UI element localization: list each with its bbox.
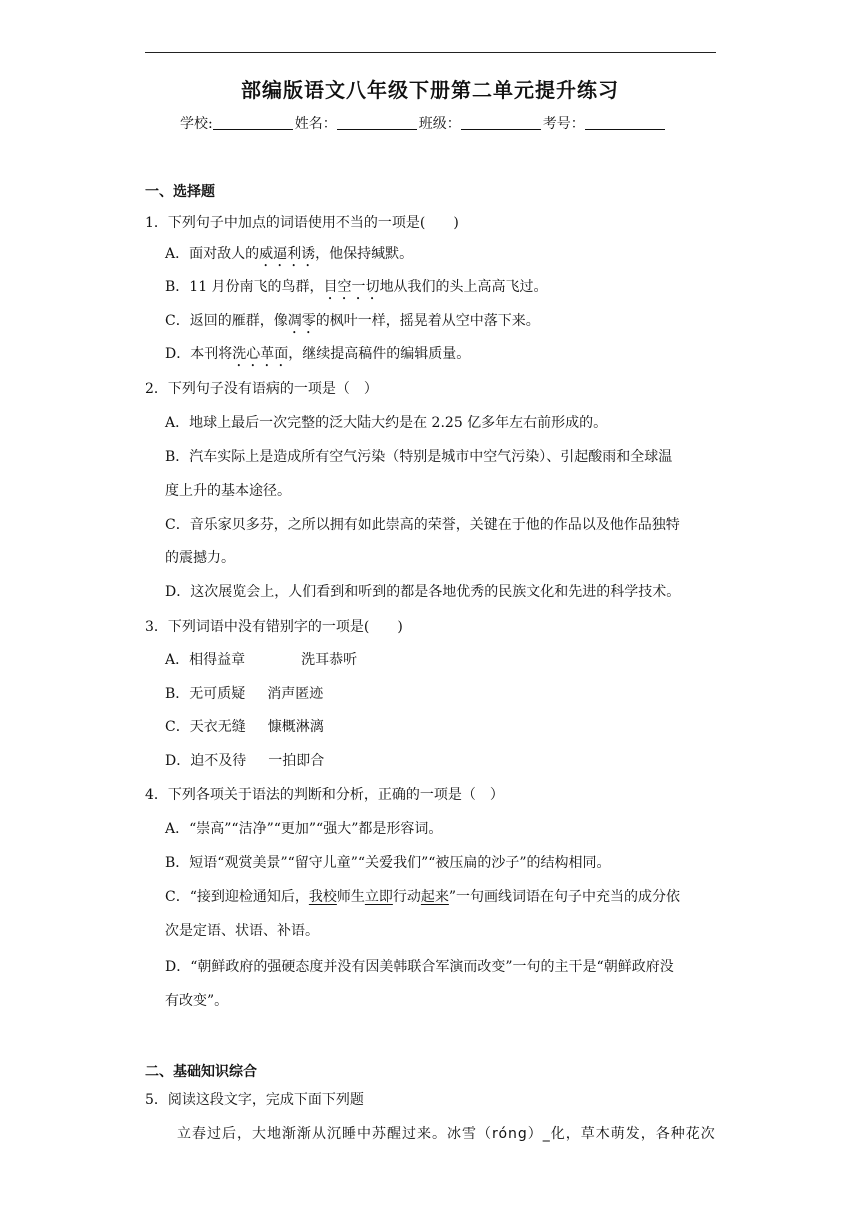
section-heading-basics: 二、基础知识综合 — [145, 1064, 257, 1080]
exam-no-blank[interactable] — [585, 115, 665, 130]
question-1-option-b — [165, 276, 548, 303]
question-3-option-c — [165, 716, 324, 736]
option-word: C．天衣无缝 — [165, 719, 246, 735]
option-text: B．11 月份南飞的鸟群， — [165, 279, 324, 295]
name-label: 姓名： — [294, 116, 337, 132]
page-title: 部编版语文八年级下册第二单元提升练习 — [241, 78, 619, 102]
option-text: C．“接到迎检通知后， — [165, 889, 309, 905]
question-3-stem: 3．下列词语中没有错别字的一项是( ) — [145, 619, 403, 635]
dotted-word: 威逼利诱 — [259, 246, 316, 262]
option-text: ，继续提高稿件的编辑质量。 — [288, 346, 471, 362]
question-4-option-c — [165, 886, 680, 906]
option-word: 慷概淋漓 — [267, 719, 324, 735]
question-2-option-c: C．音乐家贝多芬，之所以拥有如此崇高的荣誉，关键在于他的作品以及他作品独特 — [165, 517, 680, 533]
question-1-option-c — [165, 310, 540, 337]
class-label: 班级： — [418, 116, 461, 132]
question-3-option-a — [165, 649, 357, 669]
dotted-word: 洗心革面 — [232, 346, 289, 362]
option-word: D．迫不及待 — [165, 753, 247, 769]
underlined-word: 起来 — [420, 889, 449, 905]
option-word: 洗耳恭听 — [301, 652, 358, 668]
option-word: 消声匿迹 — [267, 686, 324, 702]
question-2-option-b: B．汽车实际上是造成所有空气污染（特别是城市中空气污染）、引起酸雨和全球温 — [165, 449, 673, 465]
option-text: ”一句画线词语在句子中充当的成分依 — [448, 889, 681, 905]
option-text: C．返回的雁群，像 — [165, 313, 288, 329]
option-text: 的枫叶一样，摇晃着从空中落下来。 — [315, 313, 540, 329]
option-word: B．无可质疑 — [165, 686, 246, 702]
question-4-option-d-cont: 有改变”。 — [165, 993, 229, 1009]
student-info-line — [180, 113, 667, 133]
question-3-option-b — [165, 683, 323, 703]
option-word: A．相得益章 — [165, 652, 246, 668]
question-2-stem: 2．下列句子没有语病的一项是（ ） — [145, 381, 378, 397]
option-word: 一拍即合 — [268, 753, 325, 769]
class-blank[interactable] — [461, 115, 541, 130]
underlined-word: 立即 — [364, 889, 393, 905]
school-label: 学校: — [180, 116, 213, 132]
school-blank[interactable] — [213, 115, 293, 130]
option-text: 师生 — [336, 889, 365, 905]
question-4-option-d: D．“朝鲜政府的强硬态度并没有因美韩联合军演而改变”一句的主干是“朝鲜政府没 — [165, 959, 674, 975]
question-1-stem: 1．下列句子中加点的词语使用不当的一项是( ) — [145, 215, 459, 231]
underlined-word: 我校 — [308, 889, 337, 905]
question-2-option-b-cont: 度上升的基本途径。 — [165, 483, 291, 499]
dotted-word: 目空一切 — [323, 279, 380, 295]
question-3-option-d — [165, 750, 324, 770]
question-1-option-a — [165, 243, 413, 270]
dotted-word: 凋零 — [287, 313, 316, 329]
option-text: A．面对敌人的 — [165, 246, 260, 262]
header-rule — [145, 52, 716, 53]
option-text: ，他保持缄默。 — [315, 246, 414, 262]
question-4-option-c-cont: 次是定语、状语、补语。 — [165, 923, 319, 939]
question-2-option-a: A．地球上最后一次完整的泛大陆大约是在 2.25 亿多年左右前形成的。 — [165, 415, 608, 431]
question-4-option-a: A．“崇高”“洁净”“更加”“强大”都是形容词。 — [165, 821, 443, 837]
question-5-passage: 立春过后，大地渐渐从沉睡中苏醒过来。冰雪（róng）_化，草木萌发，各种花次 — [177, 1126, 716, 1142]
question-4-stem: 4．下列各项关于语法的判断和分析，正确的一项是（ ） — [145, 787, 504, 803]
exam-no-label: 考号： — [542, 116, 585, 132]
option-text: 行动 — [392, 889, 421, 905]
question-1-option-d — [165, 343, 470, 370]
section-heading-choice: 一、选择题 — [145, 184, 215, 200]
question-4-option-b: B．短语“观赏美景”“留守儿童”“关爱我们”“被压扁的沙子”的结构相同。 — [165, 855, 611, 871]
question-2-option-d: D．这次展览会上，人们看到和听到的都是各地优秀的民族文化和先进的科学技术。 — [165, 584, 681, 600]
option-text: 地从我们的头上高高飞过。 — [379, 279, 548, 295]
question-2-option-c-cont: 的震撼力。 — [165, 550, 235, 566]
option-text: D．本刊将 — [165, 346, 233, 362]
question-5-stem: 5．阅读这段文字，完成下面下列题 — [145, 1092, 364, 1108]
name-blank[interactable] — [337, 115, 417, 130]
